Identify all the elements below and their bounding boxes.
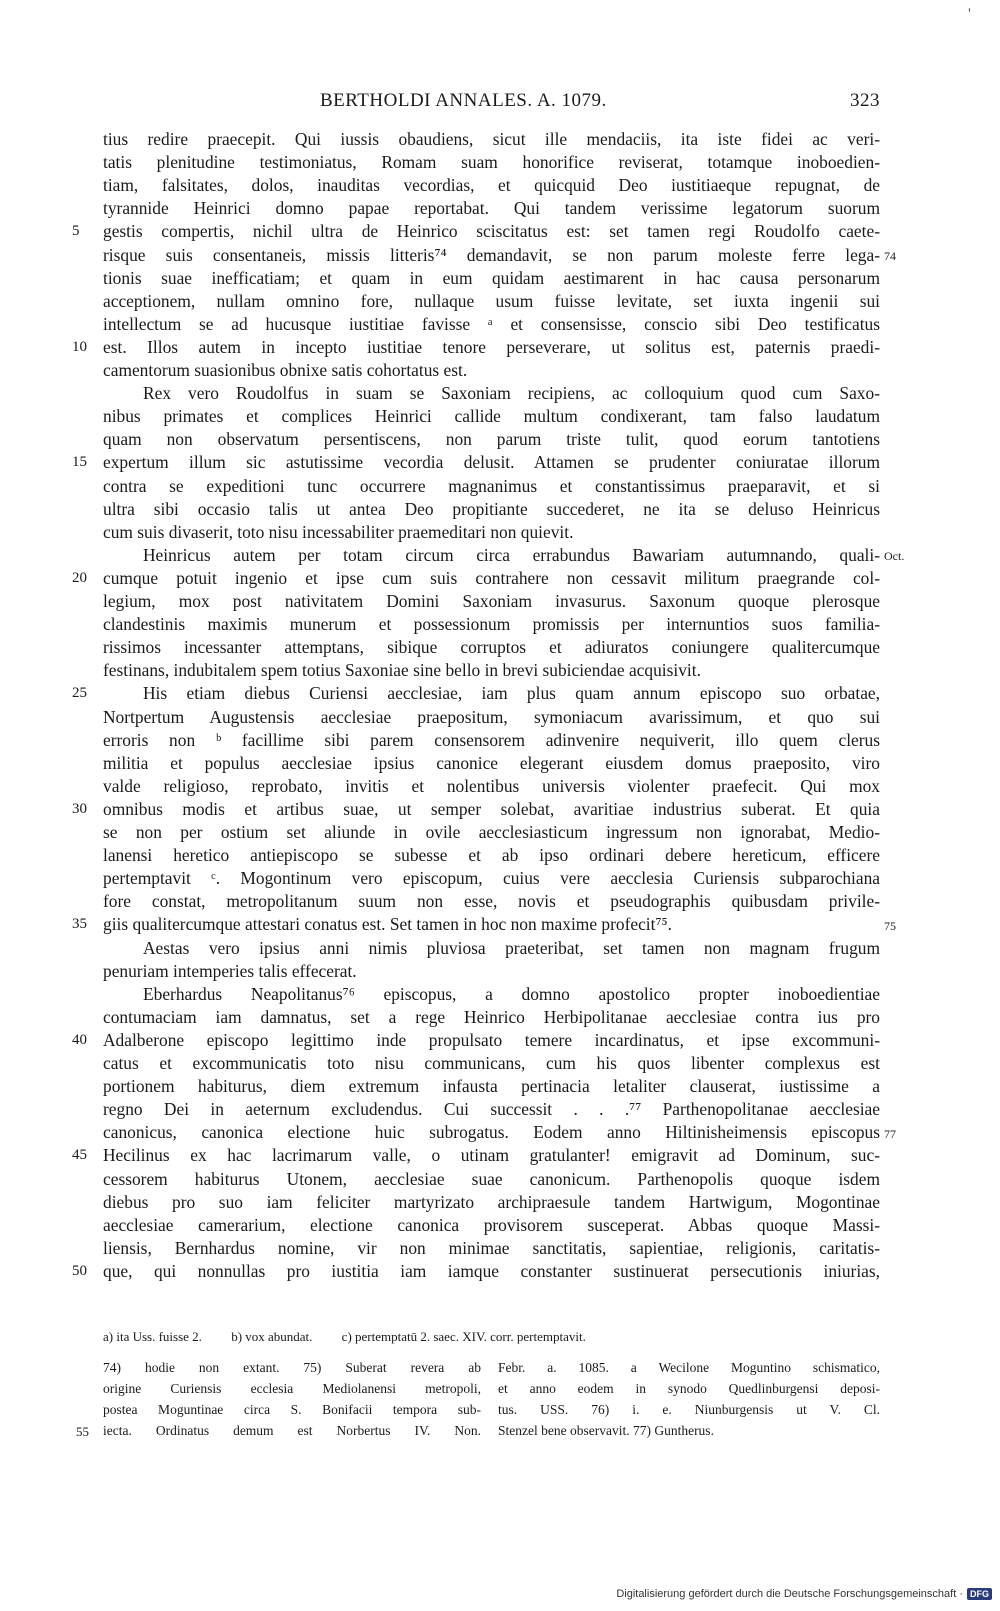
text-line: cum suis divaserit, toto nisu incessabiliter praemeditari non quievit. — [103, 521, 574, 542]
text-line: pertemptavit ᶜ. Mogontinum vero episcopum, cuius vere aecclesia Curiensis subparochiana — [103, 868, 880, 889]
line-number: 25 — [72, 685, 87, 702]
text-line: diebus pro suo iam feliciter martyrizato archipraesule tandem Hartwigum, Mogontinae — [103, 1191, 880, 1212]
text-line: erroris non ᵇ facillime sibi parem consensorem adinvenire nequiverit, illo quem clerus — [103, 729, 880, 750]
footnote-line: 74) hodie non extant. 75) Suberat revera ab — [103, 1360, 481, 1375]
text-line: tyrannide Heinrici domno papae reportabat. Qui tandem verissime legatorum suorum — [103, 198, 880, 219]
footer-text: Digitalisierung gefördert durch die Deutsche Forschungsgemeinschaft · — [616, 1588, 963, 1600]
apparatus-entry: c) pertemptatū 2. saec. XIV. corr. pertemptavit. — [341, 1329, 586, 1344]
text-line: canonicus, canonica electione huic subrogatus. Eodem anno Hiltinisheimensis episcopus — [103, 1122, 880, 1143]
line-number: 20 — [72, 569, 87, 586]
footnote-line: Stenzel bene observavit. 77) Guntherus. — [498, 1423, 714, 1438]
footnote-line: iecta. Ordinatus demum est Norbertus IV. Non. — [103, 1423, 481, 1438]
line-number: 10 — [72, 338, 87, 355]
text-line: gestis compertis, nichil ultra de Heinrico sciscitatus est: set tamen regi Roudolfo caete- — [103, 221, 880, 242]
text-line: tiam, falsitates, dolos, inauditas vecordias, et quicquid Deo iustitiaeque repugnat, de — [103, 175, 880, 196]
text-line: valde religioso, reprobato, invitis et nolentibus universis violenter praefecit. Qui mox — [103, 775, 880, 796]
margin-date: Oct. — [884, 549, 905, 563]
footnote-line: tus. USS. 76) i. e. Niunburgensis ut V. Cl. — [498, 1402, 880, 1417]
text-line: Eberhardus Neapolitanus⁷⁶ episcopus, a domno apostolico propter inoboedientiae — [143, 983, 880, 1004]
text-line: festinans, indubitalem spem totius Saxoniae sine bello in brevi subiciendae acquisivit. — [103, 660, 701, 681]
footnote-line: origine Curiensis ecclesia Mediolanensi metropoli, — [103, 1381, 481, 1396]
text-line: que, qui nonnullas pro iustitia iam iamque constanter sustinuerat persecutionis iniurias, — [103, 1260, 880, 1281]
text-line: giis qualitercumque attestari conatus est. Set tamen in hoc non maxime profecit⁷⁵. — [103, 914, 672, 935]
margin-note-ref: 75 — [884, 919, 896, 933]
text-line: Hecilinus ex hac lacrimarum valle, o utinam gratulanter! emigravit ad Dominum, suc- — [103, 1145, 880, 1166]
text-line: catus et excommunicatis toto nisu communicans, cum his quos libenter complexus est — [103, 1053, 880, 1073]
text-line: penuriam intemperies talis effecerat. — [103, 960, 357, 981]
corner-mark: ' — [968, 6, 971, 23]
text-line: contumaciam iam damnatus, set a rege Heinrico Herbipolitanae aecclesiae contra ius pro — [103, 1006, 880, 1027]
dfg-logo-icon: DFG — [967, 1588, 992, 1600]
text-line: quam non observatum persentiscens, non parum triste tulit, quod eorum tantotiens — [103, 429, 880, 450]
text-line: legium, mox post nativitatem Domini Saxoniam invasurus. Saxonum quoque plerosque — [103, 591, 880, 611]
page-header — [100, 90, 880, 114]
page-number: 323 — [850, 90, 880, 111]
text-line: expertum illum sic astutissime vecordia delusit. Attamen se prudenter coniuratae illorum — [103, 452, 880, 473]
critical-apparatus — [103, 1328, 880, 1346]
apparatus-entry: b) vox abundat. — [231, 1329, 313, 1344]
text-line: aecclesiae camerarium, electione canonica provisorem susceperat. Abbas quoque Massi- — [103, 1214, 880, 1235]
text-line: Nortpertum Augustensis aecclesiae praepositum, symoniacum avarissimum, et quo sui — [103, 706, 880, 727]
text-line: lanensi heretico antiepiscopo se subesse et ab ipso ordinari debere hereticum, efficere — [103, 845, 880, 866]
text-line: regno Dei in aeternum excludendus. Cui successit . . .⁷⁷ Parthenopolitanae aecclesiae — [103, 1099, 880, 1120]
margin-note-ref: 77 — [884, 1127, 896, 1141]
digitization-footer — [616, 1588, 992, 1604]
text-line: tius redire praecepit. Qui iussis obaudiens, sicut ille mendaciis, ita iste fidei ac veri- — [103, 129, 880, 149]
text-line: intellectum se ad hucusque iustitiae favisse ᵃ et consensisse, conscio sibi Deo testificatus — [103, 313, 880, 334]
line-number: 40 — [72, 1031, 87, 1048]
text-line: His etiam diebus Curiensi aecclesiae, iam plus quam annum episcopo suo orbatae, — [143, 683, 880, 704]
line-number: 50 — [72, 1263, 87, 1279]
text-line: acceptionem, nullam omnino fore, nullaque usum fuisse levitate, set iuxta ingenii sui — [103, 290, 880, 311]
line-number: 30 — [72, 800, 87, 817]
text-line — [103, 1283, 880, 1306]
running-title: BERTHOLDI ANNALES. A. 1079. — [320, 90, 607, 111]
text-line: cumque potuit ingenio et ipse cum suis contrahere non cessavit militum praegrande col- — [103, 567, 880, 588]
footnotes-right-column — [498, 1357, 880, 1441]
text-line: contra se expeditioni tunc occurrere magnanimus et constantissimus praeparavit, et si — [103, 475, 880, 496]
footnote-line: et anno eodem in synodo Quedlinburgensi deposi- — [498, 1381, 880, 1396]
text-line: rissimos incessanter attemptans, sibique corruptos et adiuratos coniungere qualitercumque — [103, 637, 880, 658]
text-line: liensis, Bernhardus nomine, vir non minimae sanctitatis, sapientiae, religionis, caritatis- — [103, 1237, 880, 1258]
line-number: 55 — [76, 1424, 89, 1439]
text-line: cessorem habiturus Utonem, aecclesiae suae canonicum. Parthenopolis quoque isdem — [103, 1168, 880, 1189]
footnotes — [103, 1357, 880, 1447]
text-line: est. Illos autem in incepto iustitiae tenore perseverare, ut solitus est, paternis praedi- — [103, 336, 880, 357]
margin-note-ref: 74 — [884, 249, 896, 263]
text-line: tatis plenitudine testimoniatus, Romam suam honorifice reviserat, totamque inoboedien- — [103, 152, 880, 173]
footnote-line: Febr. a. 1085. a Wecilone Moguntino schismatico, — [498, 1360, 880, 1375]
text-line: Adalberone episcopo legittimo inde propulsato temere incardinatus, et ipse excommuni- — [103, 1029, 880, 1050]
text-line: Rex vero Roudolfus in suam se Saxoniam recipiens, ac colloquium quod cum Saxo- — [143, 383, 880, 404]
text-line: tionis suae inefficatiam; et quam in eum quidam aestimarent in hac causa personarum — [103, 267, 880, 288]
footnote-line: postea Moguntinae circa S. Bonifacii tempora sub- — [103, 1402, 481, 1417]
text-line: portionem habiturus, diem extremum infausta pertinacia letaliter clauserat, iustissime a — [103, 1076, 880, 1097]
line-number: 35 — [72, 916, 87, 933]
text-line: Aestas vero ipsius anni nimis pluviosa praeteribat, set tamen non magnam frugum — [143, 937, 880, 958]
line-number: 15 — [72, 454, 87, 471]
text-line: militia et populus aecclesiae ipsius canonice elegerant eiusdem domus praeposito, viro — [103, 752, 880, 773]
text-line: clandestinis maximis munerum et possessionum promissis per internuntios suos familia- — [103, 614, 880, 635]
text-line: omnibus modis et artibus suae, ut semper solebat, avaritiae industrius suberat. Et quia — [103, 798, 880, 819]
text-line: fore constat, metropolitanum suum non esse, novis et pseudographis quibusdam privile- — [103, 891, 880, 912]
text-line: risque suis consentaneis, missis litteris⁷⁴ demandavit, se non parum moleste ferre lega- — [103, 244, 880, 265]
text-line: ultra sibi occasio talis ut antea Deo propitiante succederet, ne ita se deluso Heinricus — [103, 498, 880, 519]
line-number: 5 — [72, 223, 80, 240]
text-line: nibus primates et complices Heinrici callide multum condixerant, tam falso laudatum — [103, 406, 880, 427]
footnotes-left-column — [103, 1357, 481, 1441]
text-line: Heinricus autem per totam circum circa errabundus Bawariam autumnando, quali- — [143, 544, 880, 565]
apparatus-entry: a) ita Uss. fuisse 2. — [103, 1329, 202, 1344]
text-line: camentorum suasionibus obnixe satis cohortatus est. — [103, 360, 468, 380]
text-line: se non per ostium set aliunde in ovile aecclesiasticum ingressum non ignorabat, Medio- — [103, 822, 880, 842]
line-number: 45 — [72, 1147, 87, 1164]
